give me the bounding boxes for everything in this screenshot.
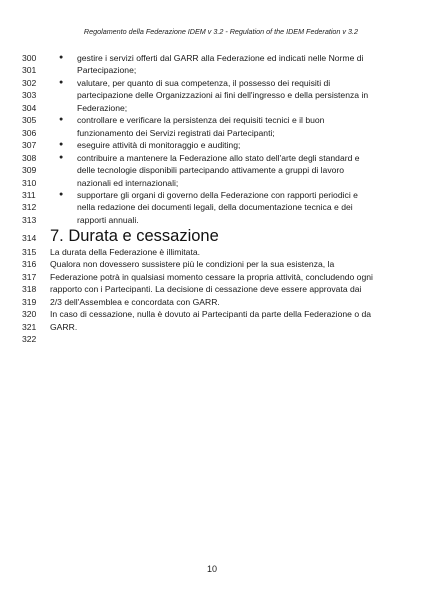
bullet-line-text: Federazione; (77, 102, 128, 113)
bullet-line-text: nella redazione dei documenti legali, della documentazione tecnica e dei (77, 202, 353, 213)
bullet-line-text: nazionali ed internazionali; (77, 177, 179, 188)
line-number: 313 (22, 214, 37, 225)
bullet-line-text: eseguire attività di monitoraggio e auditing; (77, 140, 241, 151)
line-number: 310 (22, 177, 37, 188)
line-number: 322 (22, 334, 37, 345)
line-number: 309 (22, 165, 37, 176)
bullet-line-text: rapporti annuali. (77, 214, 139, 225)
paragraph-line-text: rapporto con i Partecipanti. La decisione di cessazione deve essere approvata dai (50, 284, 362, 295)
line-number: 319 (22, 296, 37, 307)
line-number: 321 (22, 321, 37, 332)
bullet-icon: ● (59, 190, 64, 198)
paragraph-line-text: Federazione potrà in qualsiasi momento cessare la propria attività, concludendo ogni (50, 271, 373, 282)
bullet-icon: ● (59, 78, 64, 86)
bullet-line-text: funzionamento dei Servizi registrati dai Partecipanti; (77, 127, 275, 138)
line-number: 318 (22, 284, 37, 295)
running-header: Regolamento della Federazione IDEM v 3.2 - Regulation of the IDEM Federation v 3.2 (83, 27, 358, 36)
line-number: 320 (22, 309, 37, 320)
line-number: 306 (22, 127, 37, 138)
bullet-icon: ● (59, 141, 64, 149)
bullet-icon: ● (59, 116, 64, 124)
line-number: 308 (22, 152, 37, 163)
bullet-line-text: supportare gli organi di governo della Federazione con rapporti periodici e (77, 189, 358, 200)
bullet-icon: ● (59, 153, 64, 161)
line-number: 316 (22, 259, 37, 270)
line-number: 304 (22, 102, 37, 113)
paragraph-line-text: In caso di cessazione, nulla è dovuto ai Partecipanti da parte della Federazione o da (50, 309, 372, 320)
line-number: 317 (22, 271, 37, 282)
bullet-line-text: contribuire a mantenere la Federazione allo stato dell'arte degli standard e (77, 152, 360, 163)
page-number: 10 (206, 564, 217, 574)
paragraph-line-text: La durata della Federazione è illimitata. (50, 247, 201, 257)
paragraph-line-text: GARR. (50, 321, 78, 332)
line-number: 301 (22, 65, 37, 76)
line-number: 303 (22, 90, 37, 101)
bullet-line-text: partecipazione delle Organizzazioni ai fini dell'ingresso e della persistenza in (77, 90, 369, 101)
line-number: 314 (22, 233, 37, 243)
line-number: 312 (22, 202, 37, 213)
bullet-line-text: delle tecnologie disponibili partecipando attivamente a gruppi di lavoro (77, 165, 345, 176)
line-number: 315 (22, 247, 37, 257)
bullet-icon: ● (59, 54, 64, 61)
line-number: 311 (22, 189, 36, 200)
line-number: 300 (22, 53, 37, 63)
bullet-line-text: controllare e verificare la persistenza dei requisiti tecnici e il buon (77, 115, 325, 126)
bullet-line-text: gestire i servizi offerti dal GARR alla Federazione ed indicati nelle Norme di (77, 53, 364, 63)
bullet-line-text: valutare, per quanto di sua competenza, il possesso dei requisiti di (77, 77, 331, 88)
paragraph-line-text: 2/3 dell'Assemblea e concordata con GARR. (50, 296, 220, 307)
line-number: 302 (22, 77, 37, 88)
line-number: 307 (22, 140, 37, 151)
section-heading: 7. Durata e cessazione (50, 227, 219, 245)
line-number: 305 (22, 115, 37, 126)
bullet-line-text: Partecipazione; (77, 65, 137, 76)
paragraph-line-text: Qualora non dovessero sussistere più le condizioni per la sua esistenza, la (50, 259, 335, 270)
